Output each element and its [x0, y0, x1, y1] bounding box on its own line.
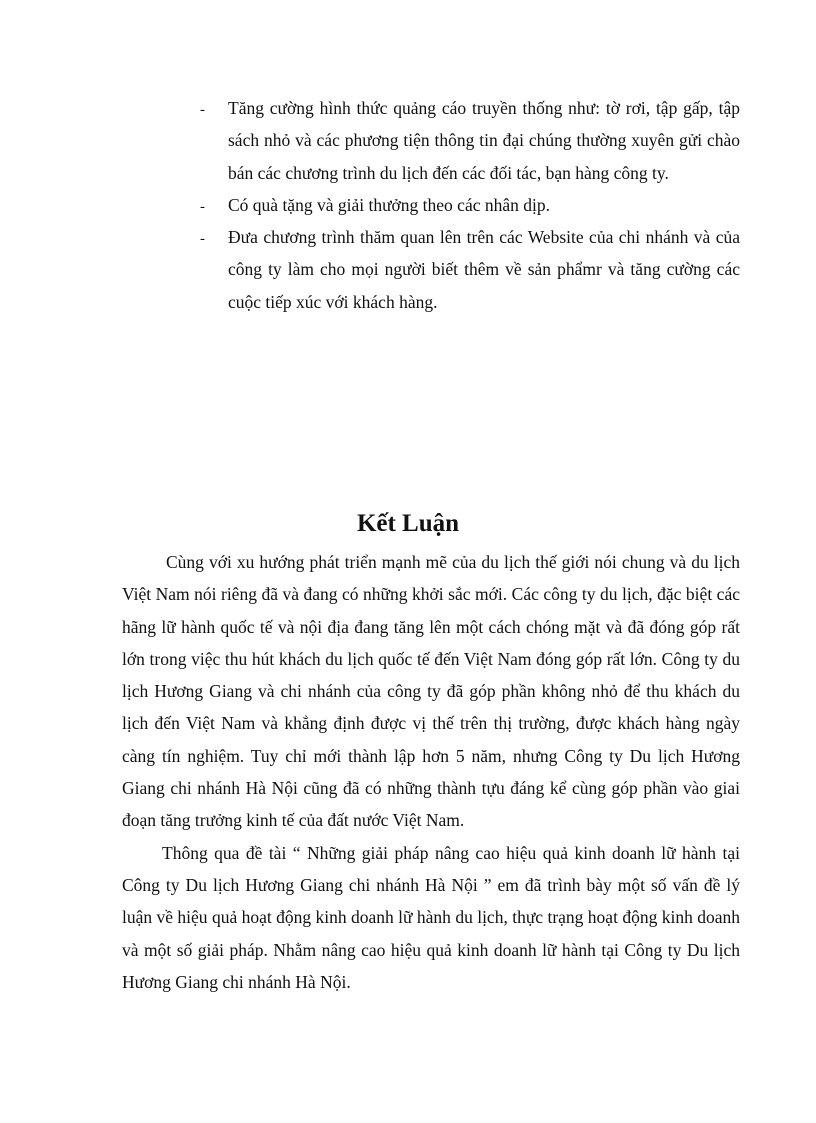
- bullet-item-advertising: [200, 92, 740, 189]
- bullet-text: Đưa chương trình thăm quan lên trên các Website của chi nhánh và của công ty làm cho mọi người biết thêm về sản phẩmr và tăng cường các cuộc tiếp xúc với khách hàng.: [228, 227, 740, 312]
- bullet-dash: -: [200, 102, 205, 118]
- conclusion-body: [122, 546, 740, 998]
- bullet-item-gifts: [200, 189, 740, 221]
- bullet-dash: -: [200, 198, 205, 215]
- bullet-text: Có quà tặng và giải thưởng theo các nhân dịp.: [228, 194, 550, 215]
- bullet-dash: -: [200, 231, 205, 248]
- conclusion-paragraph-1: Cùng với xu hướng phát triển mạnh mẽ của du lịch thế giới nói chung và du lịch Việt Nam nói riêng đã và đang có những khởi sắc mới. Các công ty du lịch, đặc biệt các hãng lữ hành quốc tế và nội địa đang tăng lên một cách chóng mặt và đã đóng góp rất lớn trong việc thu hút khách du lịch quốc tế đến Việt Nam đóng góp rất lớn. Công ty du lịch Hương Giang và chi nhánh của công ty đã góp phần không nhỏ để thu khách du lịch đến Việt Nam và khẳng định được vị thế trên thị trường, được khách hàng ngày càng tín nghiệm. Tuy chỉ mới thành lập hơn 5 năm, nhưng Công ty Du lịch Hương Giang chi nhánh Hà Nội cũng đã có những thành tựu đáng kể cùng góp phần vào giai đoạn tăng trưởng kinh tế của đất nước Việt Nam.: [122, 552, 740, 831]
- bullet-list: [200, 92, 740, 318]
- conclusion-paragraph-2: Thông qua đề tài “ Những giải pháp nâng cao hiệu quả kinh doanh lữ hành tại Công ty Du lịch Hương Giang chi nhánh Hà Nội ” em đã trình bày một số vấn đề lý luận về hiệu quả hoạt động kinh doanh lữ hành du lịch, thực trạng hoạt động kinh doanh và một số giải pháp. Nhằm nâng cao hiệu quả kinh doanh lữ hành tại Công ty Du lịch Hương Giang chi nhánh Hà Nội.: [122, 842, 740, 992]
- bullet-text: Tăng cường hình thức quảng cáo truyền thống như: tờ rơi, tập gấp, tập sách nhỏ và các phương tiện thông tin đại chúng thường xuyên gửi chào bán các chương trình du lịch đến các đối tác, bạn hàng công ty.: [228, 98, 740, 183]
- conclusion-title: Kết Luận: [356, 510, 460, 537]
- bullet-item-website: [200, 221, 740, 318]
